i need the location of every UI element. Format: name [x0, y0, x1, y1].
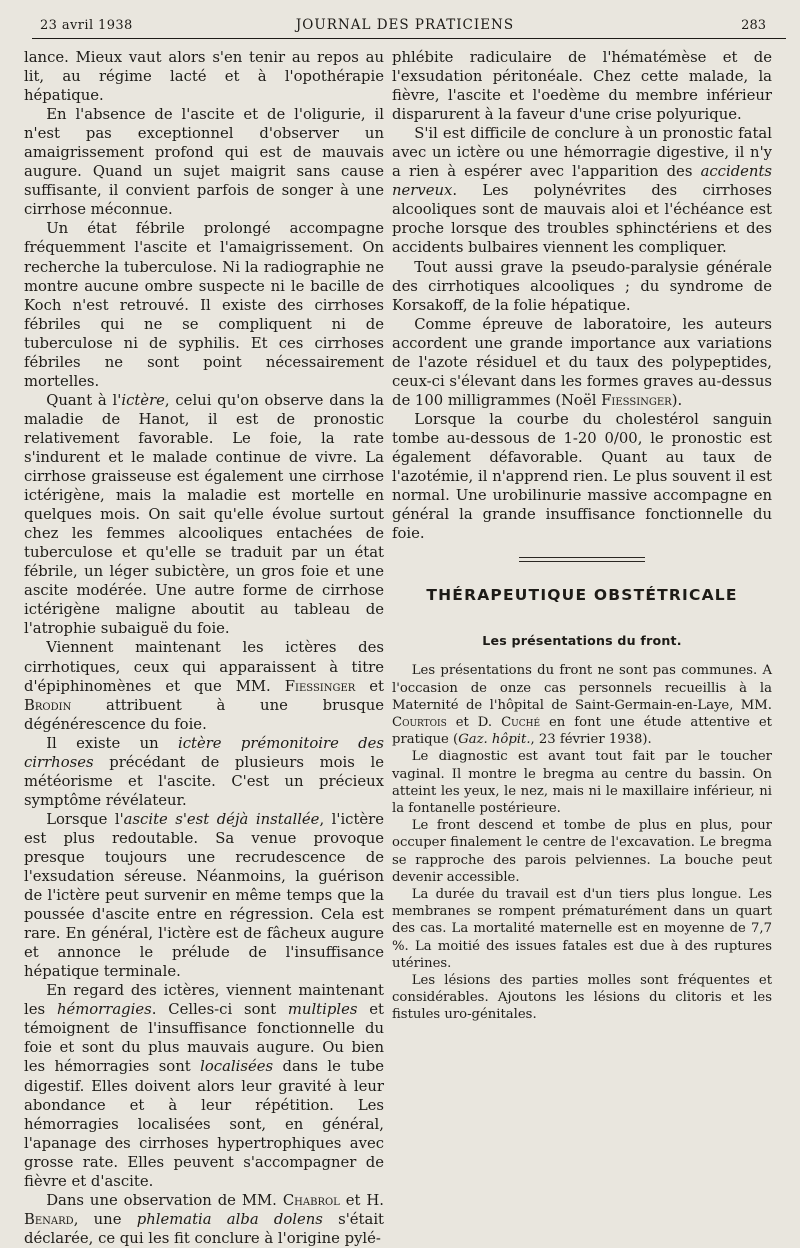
emphasis: accidents nerveux — [392, 163, 772, 200]
text-run: Viennent maintenant les ictères des cirrhotiques, ceux qui apparaissent à titre d'épiphinomènes et que MM. — [24, 639, 384, 695]
paragraph: lance. Mieux vaut alors s'en tenir au repos au lit, au régime lacté et à l'opothérapie hépatique. — [24, 49, 384, 105]
text-run: , l'ictère est plus redoutable. Sa venue provoque presque toujours une recrudescence de l'exsudation séreuse. Néanmoins, la guérison de l'ictère peut survenir en même temps que la poussée d'ascite entre en régression. Cela est rare. En général, l'ictère est de fâcheux augure et annonce le prélude de l'insuffisance hépatique terminale. — [24, 810, 384, 981]
text-run: en font une étude attentive et pratique ( — [392, 714, 772, 748]
author-name: Courtois — [392, 714, 447, 730]
paragraph: En l'absence de l'ascite et de l'oligurie, il n'est pas exceptionnel d'observer un amaigrissement profond qui est de mauvais augure. Quand un sujet maigrit sans cause suffisante, il convient parfois de songer à une cirrhose méconnue. — [24, 106, 384, 219]
paragraph: Un état fébrile prolongé accompagne fréquemment l'ascite et l'amaigrissement. On recherche la tuberculose. Ni la radiographie ne montre aucune ombre suspecte ni le bacille de Koch n'est retrouvé. Il existe des cirrhoses fébriles qui ne se compliquent ni de tuberculose ni de syphilis. Et ces cirrhoses fébriles ne sont point nécessairement mortelles. — [24, 220, 384, 390]
text-run: . Les polynévrites des cirrhoses alcooliques sont de mauvais aloi et l'échéance est proche lorsque des troubles sphinctériens et des accidents bulbaires viennent les compliquer. — [392, 182, 772, 257]
paragraph — [24, 391, 384, 639]
paragraph: Lorsque la courbe du cholestérol sanguin tombe au-dessous de 1-20 0/00, le pronostic est également défavorable. Quant au taux de l'azotémie, il n'apprend rien. Le plus souvent il est normal. Une urobilinurie massive accompagne en général la grande insuffisance fonctionnelle du foie. — [392, 410, 772, 543]
author-name: Fiessinger — [601, 391, 672, 409]
section-title: THÉRAPEUTIQUE OBSTÉTRICALE — [426, 586, 738, 605]
text-run: , une — [73, 1210, 137, 1228]
author-name: Cuché — [501, 714, 541, 730]
text-run: , celui qu'on observe dans la maladie de Hanot, il est de pronostic relativement favorable. Le foie, la rate s'indurent et le malade continue de vivre. La cirrhose graisseuse est également une cirrhose ictérigène, mais la maladie est mortelle en quelques mois. On sait qu'elle évolue surtout chez les femmes alcooliques entachées de tuberculose et qu'elle se traduit par un état fébrile, un léger subictère, un gros foie et une ascite modérée. Une autre forme de cirrhose ictérigène maligne aboutit au tableau de l'atrophie subaiguë du foie. — [24, 391, 384, 638]
emphasis: localisées — [200, 1058, 274, 1076]
text-run: précédant de plusieurs mois le météorisme et l'ascite. C'est un précieux symptôme révélateur. — [24, 753, 384, 809]
article-body — [392, 662, 772, 1023]
paragraph: Le front descend et tombe de plus en plus, pour occuper finalement le centre de l'excavation. Le bregma se rapproche des parois pelviennes. La bouche peut devenir accessible. — [392, 818, 772, 885]
page-number: 283 — [741, 18, 766, 33]
emphasis: ictère — [121, 391, 165, 409]
text-run: S'il est difficile de conclure à un pronostic fatal avec un ictère ou une hémorragie digestive, il n'y a rien à espérer avec l'apparition des — [392, 125, 772, 181]
author-name: Brodin — [24, 696, 72, 714]
paragraph: Tout aussi grave la pseudo-paralysie générale des cirrhotiques alcooliques ; du syndrome de Korsakoff, de la folie hépatique. — [392, 258, 772, 314]
paragraph — [24, 810, 384, 981]
issue-date: 23 avril 1938 — [40, 18, 133, 33]
text-run: Lorsque l' — [46, 810, 124, 828]
text-run: et — [355, 677, 384, 695]
left-column — [24, 48, 384, 1248]
paragraph: Les lésions des parties molles sont fréquentes et considérables. Ajoutons les lésions du clitoris et les fistules uro-génitales. — [392, 972, 772, 1023]
text-run: et — [339, 1191, 367, 1209]
text-run: et D. — [446, 714, 502, 730]
paragraph — [392, 662, 772, 748]
text-run: En regard des ictères, viennent maintenant les — [24, 982, 384, 1019]
text-run: Il existe un — [46, 734, 178, 752]
paragraph — [24, 1191, 384, 1248]
subsection-title: Les présentations du front. — [482, 633, 682, 649]
page-header — [32, 14, 778, 36]
text-run: attribuent à une brusque dégénérescence du foie. — [24, 696, 384, 733]
text-run: . Celles-ci sont — [151, 1001, 288, 1019]
paragraph: phlébite radiculaire de l'hématémèse et de l'exsudation péritonéale. Chez cette malade, la fièvre, l'ascite et l'oedème du membre inférieur disparurent à la faveur d'une crise polyurique. — [392, 49, 772, 124]
text-run: ). — [671, 391, 683, 409]
emphasis: ascite s'est déjà installée — [123, 810, 320, 828]
paragraph — [24, 638, 384, 733]
emphasis: multiples — [287, 1001, 358, 1019]
paragraph — [24, 981, 384, 1191]
text-run: s'était déclarée, ce qui les fit conclure à l'origine pylé- — [24, 1210, 384, 1247]
text-run: dans le tube digestif. Elles doivent alors leur gravité à leur abondance et à leur répétition. Les hémorragies localisées sont, en général, l'apanage des cirrhoses hypertrophiques avec grosse rate. Elles peuvent s'accompagner de fièvre et d'ascite. — [24, 1058, 384, 1190]
emphasis: phlematia alba dolens — [136, 1210, 323, 1228]
author-name: H. Benard — [24, 1191, 384, 1228]
emphasis: hémorragies — [56, 1001, 152, 1019]
paragraph: Le diagnostic est avant tout fait par le toucher vaginal. Il montre le bregma au centre du bassin. On atteint les yeux, le nez, mais ni le maxillaire inférieur, ni la fontanelle postérieure. — [392, 749, 772, 816]
journal-title: JOURNAL DES PRATICIENS — [295, 17, 515, 33]
author-name: Chabrol — [282, 1191, 340, 1209]
emphasis: ictère prémonitoire des cirrhoses — [24, 734, 384, 771]
text-run: Comme épreuve de laboratoire, les auteurs accordent une grande importance aux variations de l'azote résiduel et du taux des polypeptides, ceux-ci s'élevant dans les formes graves au-dessus de 100 milligrammes (Noël — [392, 315, 772, 409]
text-run: Quant à l' — [46, 391, 122, 409]
right-column — [392, 48, 772, 1024]
paragraph — [392, 315, 772, 410]
section-separator — [519, 557, 645, 562]
header-rule — [32, 38, 786, 39]
text-run: , 23 février 1938). — [530, 732, 652, 748]
paragraph — [392, 124, 772, 257]
text-run: Les présentations du front ne sont pas communes. A l'occasion de onze cas personnels recueillis à la Maternité de l'hôpital de Saint-Germain-en-Laye, MM. — [392, 663, 772, 713]
text-run: et témoignent de l'insuffisance fonctionnelle du foie et sont du plus mauvais augure. Ou bien les hémorragies sont — [24, 1001, 384, 1076]
paragraph: La durée du travail est d'un tiers plus longue. Les membranes se rompent prématurément dans un quart des cas. La mortalité maternelle est en moyenne de 7,7 %. La moitié des issues fatales est due à des ruptures utérines. — [392, 886, 772, 971]
author-name: Fiessinger — [284, 677, 356, 695]
emphasis: Gaz. hôpit. — [458, 732, 531, 748]
paragraph — [24, 734, 384, 810]
text-run: Dans une observation de MM. — [46, 1191, 283, 1209]
